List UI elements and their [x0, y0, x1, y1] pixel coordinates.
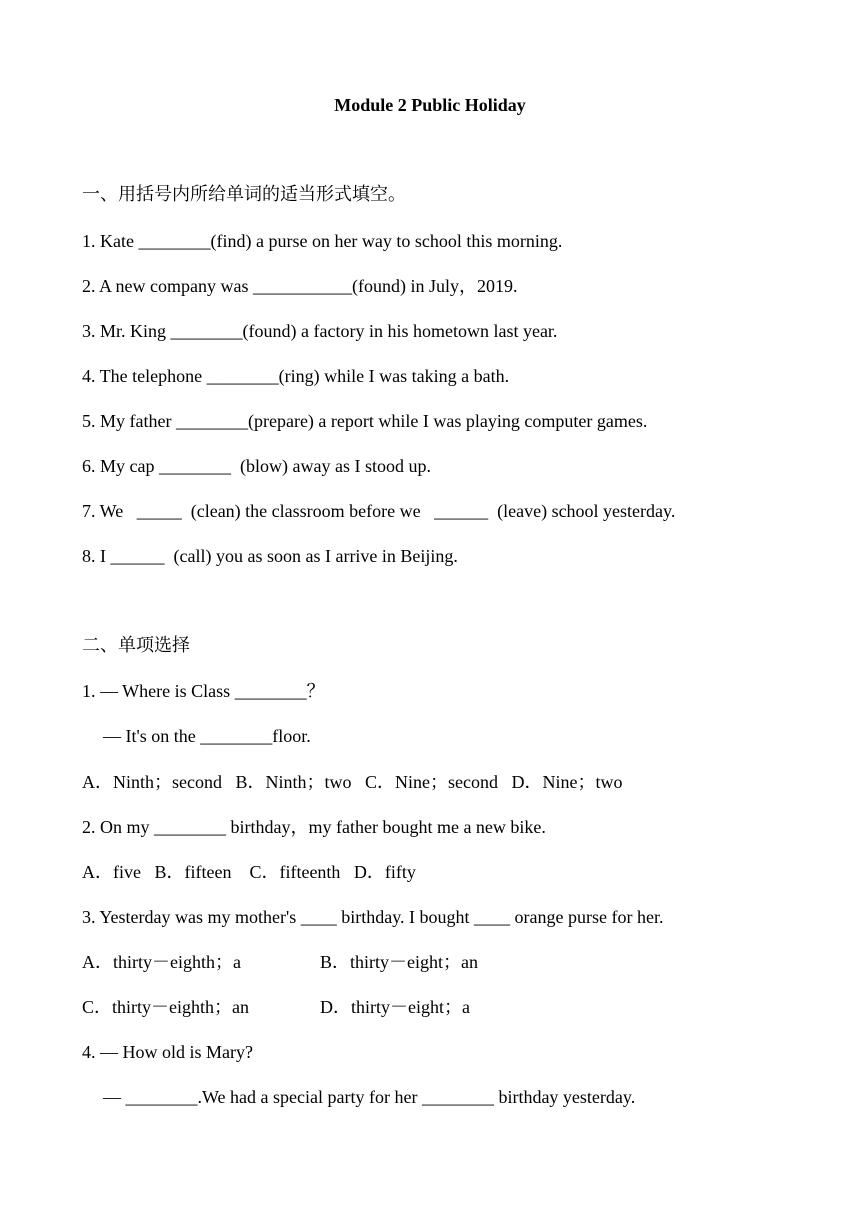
mc-q1-reply: — It's on the ________floor. — [103, 726, 311, 746]
fill-item-8 — [82, 544, 458, 568]
mc-q3-option-a[interactable]: A．thirty－eighth；a — [82, 952, 241, 972]
item-text: 8. I — [82, 546, 111, 566]
mc-q3-option-b[interactable]: B．thirty－eight；an — [320, 952, 478, 972]
answer-blank[interactable]: ______ — [110, 546, 165, 566]
item-text: (blow) away as I stood up. — [230, 456, 431, 476]
fill-item-1 — [82, 229, 562, 253]
section2-heading: 二、单项选择 — [82, 635, 190, 656]
fill-item-7 — [82, 499, 675, 523]
page-title: Module 2 Public Holiday — [334, 95, 526, 115]
mc-q4-stem: 4. — How old is Mary? — [82, 1042, 253, 1062]
answer-blank[interactable]: ___________ — [252, 276, 352, 296]
item-text: (prepare) a report while I was playing computer games. — [247, 411, 648, 431]
answer-blank[interactable]: _____ — [136, 501, 182, 521]
item-text: (found) a factory in his hometown last year. — [242, 321, 558, 341]
section1-heading: 一、用括号内所给单词的适当形式填空。 — [82, 184, 406, 205]
mc-q3-stem: 3. Yesterday was my mother's ____ birthday. I bought ____ orange purse for her. — [82, 907, 664, 927]
mc-q3-option-d[interactable]: D．thirty－eight；a — [320, 997, 470, 1017]
item-text: (ring) while I was taking a bath. — [278, 366, 510, 386]
answer-blank[interactable]: ________ — [158, 456, 231, 476]
fill-item-2 — [82, 274, 517, 298]
item-text: (find) a purse on her way to school this morning. — [210, 231, 563, 251]
answer-blank[interactable]: ________ — [138, 231, 211, 251]
item-text: 2. A new company was — [82, 276, 253, 296]
item-text: 7. We — [82, 501, 137, 521]
fill-item-5 — [82, 409, 647, 433]
answer-blank[interactable]: ________ — [175, 411, 248, 431]
mc-q1-stem: 1. — Where is Class ________？ — [82, 681, 325, 701]
item-text: (call) you as soon as I arrive in Beijing. — [164, 546, 458, 566]
item-text: (clean) the classroom before we — [181, 501, 435, 521]
mc-q2-options[interactable]: A．five B．fifteen C．fifteenth D．fifty — [82, 862, 416, 882]
item-text: 5. My father — [82, 411, 176, 431]
fill-item-6 — [82, 454, 431, 478]
item-text: (found) in July，2019. — [351, 276, 518, 296]
answer-blank[interactable]: ______ — [434, 501, 489, 521]
answer-blank[interactable]: ________ — [206, 366, 279, 386]
mc-q3-option-c[interactable]: C．thirty－eighth；an — [82, 997, 249, 1017]
fill-item-3 — [82, 319, 557, 343]
item-text: 3. Mr. King — [82, 321, 171, 341]
mc-q1-options[interactable]: A．Ninth；second B．Ninth；two C．Nine；second D．Nine；two — [82, 772, 623, 792]
fill-item-4 — [82, 364, 509, 388]
answer-blank[interactable]: ________ — [170, 321, 243, 341]
item-text: (leave) school yesterday. — [488, 501, 676, 521]
mc-q2-stem: 2. On my ________ birthday，my father bought me a new bike. — [82, 817, 546, 837]
item-text: 4. The telephone — [82, 366, 207, 386]
item-text: 1. Kate — [82, 231, 139, 251]
item-text: 6. My cap — [82, 456, 159, 476]
mc-q4-reply: — ________.We had a special party for her ________ birthday yesterday. — [103, 1087, 636, 1107]
